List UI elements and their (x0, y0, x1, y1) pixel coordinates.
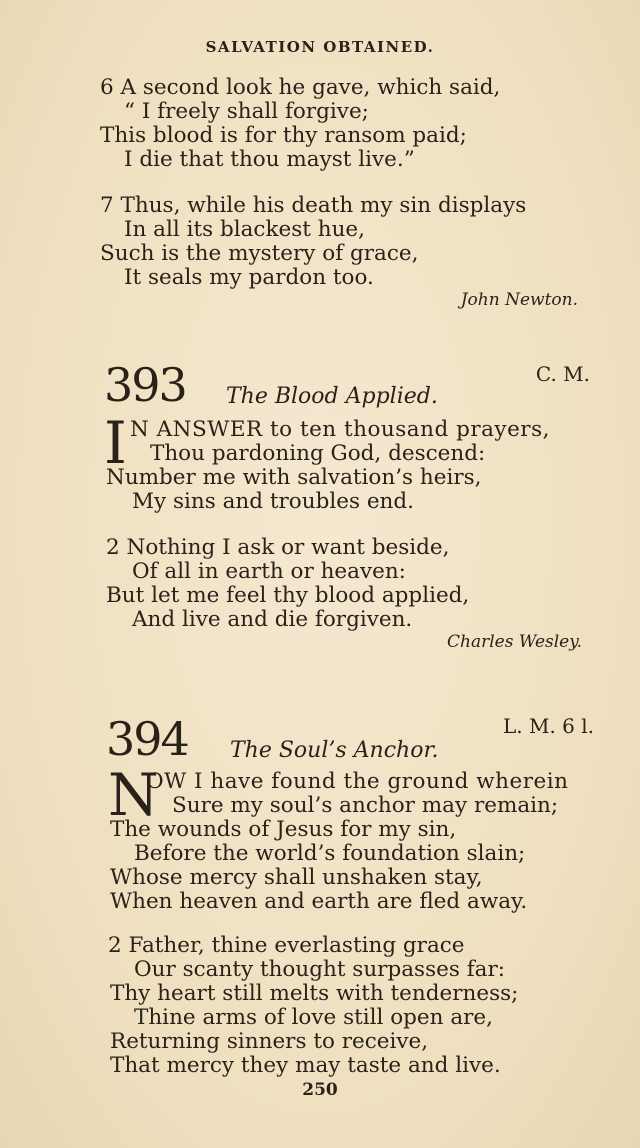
hymn-number: 394 (106, 712, 188, 766)
verse-line: 7 Thus, while his death my sin displays (100, 193, 527, 218)
drop-cap: I (104, 409, 127, 477)
verse-line: This blood is for thy ransom paid; (100, 123, 467, 148)
verse-line: 2 Father, thine everlasting grace (108, 933, 465, 958)
verse-line: Thy heart still melts with tenderness; (110, 981, 519, 1006)
verse-line: Sure my soul’s anchor may remain; (172, 793, 559, 818)
hymn-title: The Blood Applied. (226, 384, 438, 409)
verse-line: Such is the mystery of grace, (100, 241, 419, 266)
verse-line: But let me feel thy blood applied, (106, 583, 470, 608)
verse-line: Thine arms of love still open are, (134, 1005, 493, 1030)
verse-line: Thou pardoning God, descend: (150, 441, 486, 466)
verse-line: 2 Nothing I ask or want beside, (106, 535, 450, 560)
verse-line: My sins and troubles end. (132, 489, 414, 514)
hymn-title: The Soul’s Anchor. (230, 738, 439, 763)
hymn-number: 393 (104, 358, 186, 412)
verse-line: It seals my pardon too. (124, 265, 374, 290)
page-number: 250 (302, 1080, 338, 1100)
verse-line: The wounds of Jesus for my sin, (110, 817, 457, 842)
verse-line: That mercy they may taste and live. (110, 1053, 501, 1078)
verse-line: N ANSWER to ten thousand prayers, (130, 417, 550, 442)
verse-line: And live and die forgiven. (132, 607, 413, 632)
verse-line: “ I freely shall forgive; (124, 99, 369, 124)
verse-line: OW I have found the ground wherein (146, 769, 569, 794)
verse-line: Of all in earth or heaven: (132, 559, 406, 584)
verse-line: Returning sinners to receive, (110, 1029, 429, 1054)
verse-line: Whose mercy shall unshaken stay, (110, 865, 483, 890)
verse-line: Our scanty thought surpasses far: (134, 957, 506, 982)
verse-line: Before the world’s foundation slain; (134, 841, 526, 866)
verse-line: I die that thou mayst live.” (124, 147, 415, 172)
verse-line: 6 A second look he gave, which said, (100, 75, 501, 100)
verse-line: When heaven and earth are fled away. (110, 889, 528, 914)
hymn-meter: C. M. (535, 362, 590, 386)
running-header: SALVATION OBTAINED. (205, 38, 435, 56)
drop-cap: N (108, 761, 159, 829)
author-attribution: Charles Wesley. (447, 632, 582, 652)
author-attribution: John Newton. (460, 290, 578, 310)
hymn-meter: L. M. 6 l. (502, 714, 594, 738)
verse-line: In all its blackest hue, (124, 217, 365, 242)
verse-line: Number me with salvation’s heirs, (106, 465, 482, 490)
